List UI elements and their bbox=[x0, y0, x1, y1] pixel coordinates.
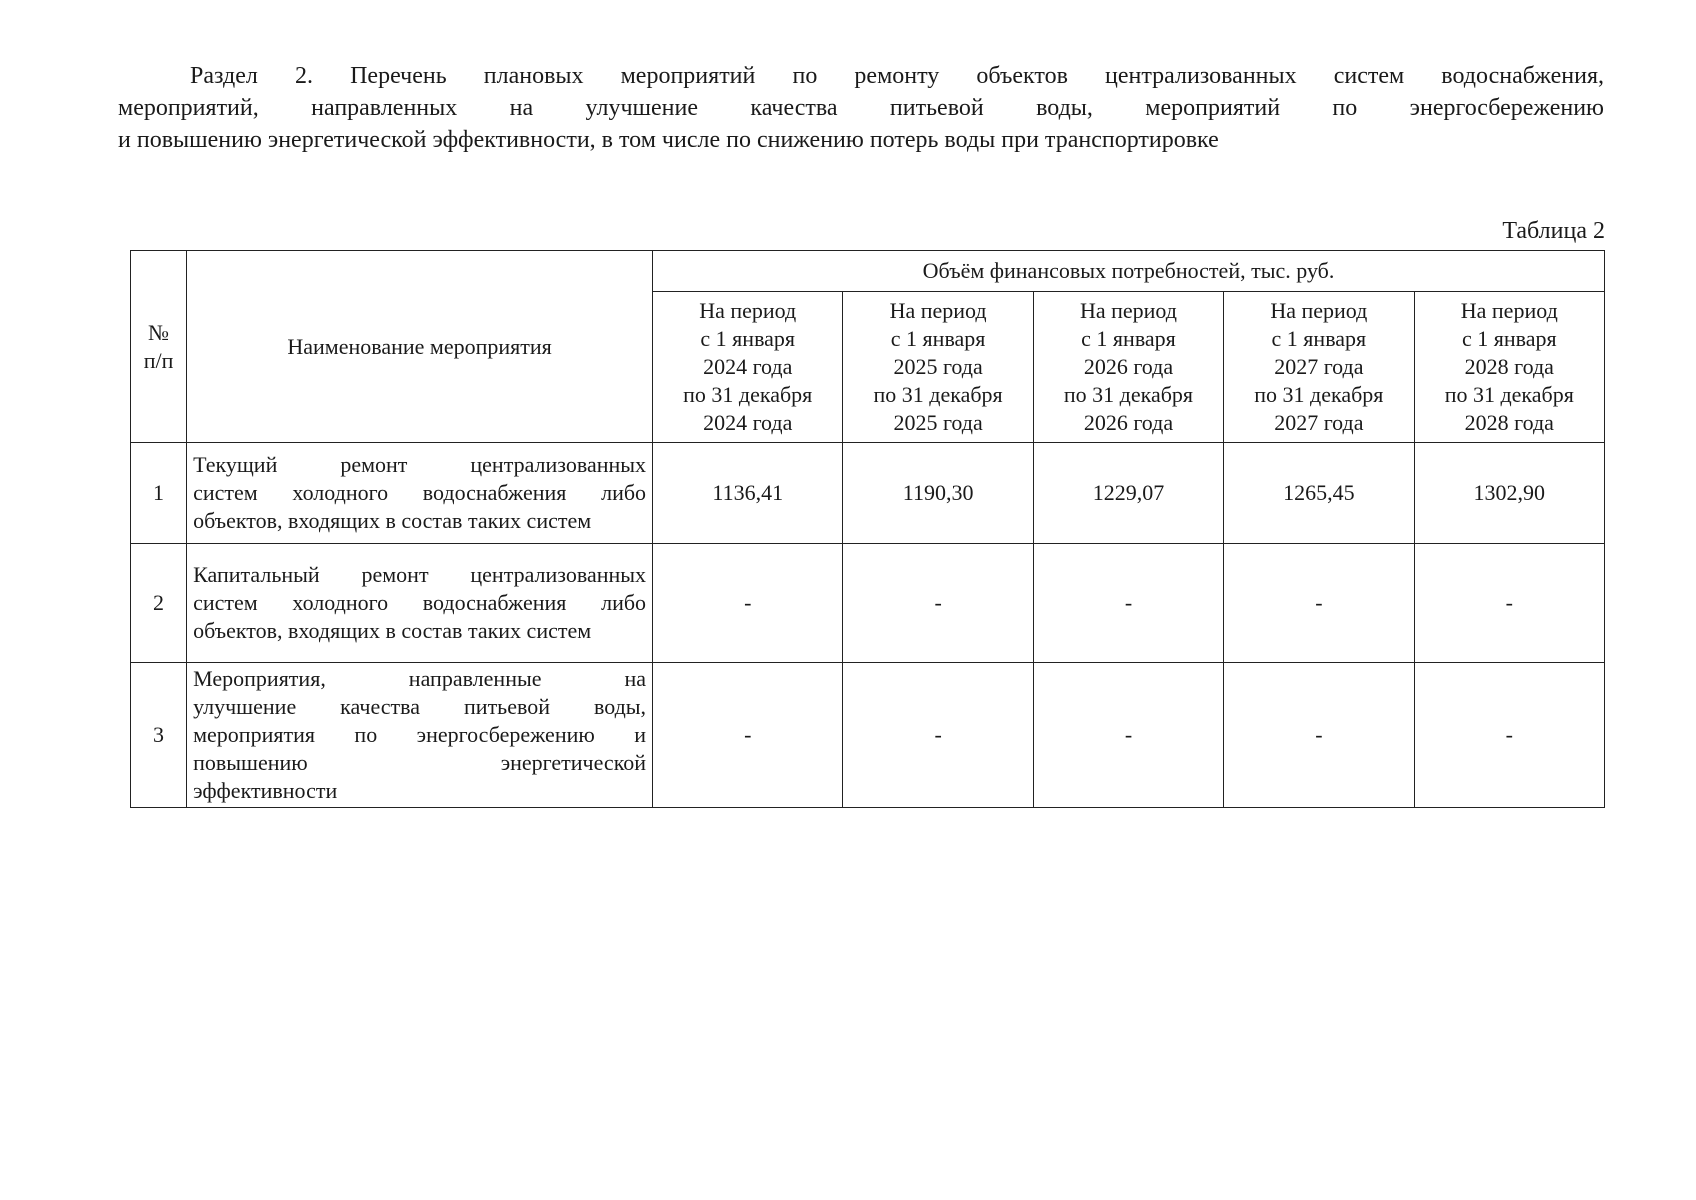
row-value-2028: - bbox=[1414, 663, 1604, 808]
period-line: по 31 декабря bbox=[1444, 382, 1574, 407]
row-num: 2 bbox=[131, 544, 187, 663]
row-name-line: мероприятия по энергосбережению и bbox=[193, 722, 647, 747]
row-name-line: систем холодного водоснабжения либо bbox=[193, 590, 647, 615]
period-line: по 31 декабря bbox=[1063, 382, 1194, 407]
row-name-line: объектов, входящих в состав таких систем bbox=[193, 508, 592, 533]
row-name-line: Капитальный ремонт централизованных bbox=[193, 562, 647, 587]
row-name-line: повышению энергетической bbox=[193, 750, 647, 775]
period-line: На период bbox=[699, 298, 797, 323]
row-value-2024: 1136,41 bbox=[653, 443, 843, 544]
period-line: 2026 года bbox=[1083, 410, 1174, 435]
header-period-2028 bbox=[1414, 292, 1604, 443]
table-row bbox=[131, 443, 1605, 544]
period-line: 2026 года bbox=[1083, 354, 1174, 379]
period-line: 2025 года bbox=[893, 410, 983, 435]
row-name-line: эффективности bbox=[193, 778, 338, 803]
period-line: по 31 декабря bbox=[873, 382, 1003, 407]
section-heading-line-3: и повышению энергетической эффективности, в том числе по снижению потерь воды при транспортировке bbox=[118, 127, 1219, 153]
period-line: 2027 года bbox=[1274, 410, 1364, 435]
row-name-line: Мероприятия, направленные на bbox=[193, 666, 647, 691]
row-value-2027: - bbox=[1224, 663, 1414, 808]
header-num bbox=[131, 251, 187, 443]
row-name-line: систем холодного водоснабжения либо bbox=[193, 480, 647, 505]
row-value-2028: 1302,90 bbox=[1414, 443, 1604, 544]
header-name-label: Наименование мероприятия bbox=[287, 333, 552, 359]
header-group-label: Объём финансовых потребностей, тыс. руб. bbox=[922, 258, 1335, 283]
period-line: по 31 декабря bbox=[1254, 382, 1384, 407]
header-period-2025 bbox=[843, 292, 1033, 443]
row-value-2025: - bbox=[843, 663, 1033, 808]
row-value-2026: 1229,07 bbox=[1033, 443, 1223, 544]
row-value-2024: - bbox=[653, 544, 843, 663]
table-row bbox=[131, 663, 1605, 808]
row-value-2024: - bbox=[653, 663, 843, 808]
row-value-2027: 1265,45 bbox=[1224, 443, 1414, 544]
period-line: На период bbox=[1460, 298, 1558, 323]
section-heading-line-2: мероприятий, направленных на улучшение качества питьевой воды, мероприятий по энергосбережению bbox=[118, 95, 1604, 121]
section-heading bbox=[118, 60, 1604, 156]
header-group bbox=[653, 251, 1605, 292]
section-heading-line-1: Раздел 2. Перечень плановых мероприятий по ремонту объектов централизованных систем водоснабжения, bbox=[190, 63, 1604, 89]
period-line: На период bbox=[1079, 298, 1177, 323]
period-line: с 1 января bbox=[700, 326, 796, 351]
period-line: 2024 года bbox=[703, 354, 793, 379]
period-line: с 1 января bbox=[1461, 326, 1557, 351]
header-period-2024 bbox=[653, 292, 843, 443]
header-num-label: № п/п bbox=[143, 319, 174, 373]
row-name-line: объектов, входящих в состав таких систем bbox=[193, 618, 592, 643]
row-name-line: Текущий ремонт централизованных bbox=[193, 452, 647, 477]
period-line: с 1 января bbox=[1081, 326, 1176, 351]
period-line: 2028 года bbox=[1464, 354, 1554, 379]
table-row bbox=[131, 544, 1605, 663]
period-line: по 31 декабря bbox=[683, 382, 813, 407]
header-name bbox=[187, 251, 653, 443]
row-value-2025: - bbox=[843, 544, 1033, 663]
header-period-2027 bbox=[1224, 292, 1414, 443]
period-line: с 1 января bbox=[890, 326, 986, 351]
row-name bbox=[187, 663, 653, 808]
row-name bbox=[187, 544, 653, 663]
period-line: На период bbox=[889, 298, 987, 323]
row-name bbox=[187, 443, 653, 544]
period-line: с 1 января bbox=[1271, 326, 1367, 351]
row-num: 1 bbox=[131, 443, 187, 544]
row-value-2027: - bbox=[1224, 544, 1414, 663]
row-value-2026: - bbox=[1033, 663, 1223, 808]
table-label: Таблица 2 bbox=[1502, 218, 1605, 244]
row-value-2026: - bbox=[1033, 544, 1223, 663]
period-line: 2027 года bbox=[1274, 354, 1364, 379]
row-num: 3 bbox=[131, 663, 187, 808]
row-value-2025: 1190,30 bbox=[843, 443, 1033, 544]
row-value-2028: - bbox=[1414, 544, 1604, 663]
row-name-line: улучшение качества питьевой воды, bbox=[193, 694, 647, 719]
header-period-2026 bbox=[1033, 292, 1223, 443]
period-line: На период bbox=[1270, 298, 1368, 323]
period-line: 2024 года bbox=[703, 410, 793, 435]
period-line: 2025 года bbox=[893, 354, 983, 379]
period-line: 2028 года bbox=[1464, 410, 1554, 435]
measures-table bbox=[130, 250, 1605, 808]
